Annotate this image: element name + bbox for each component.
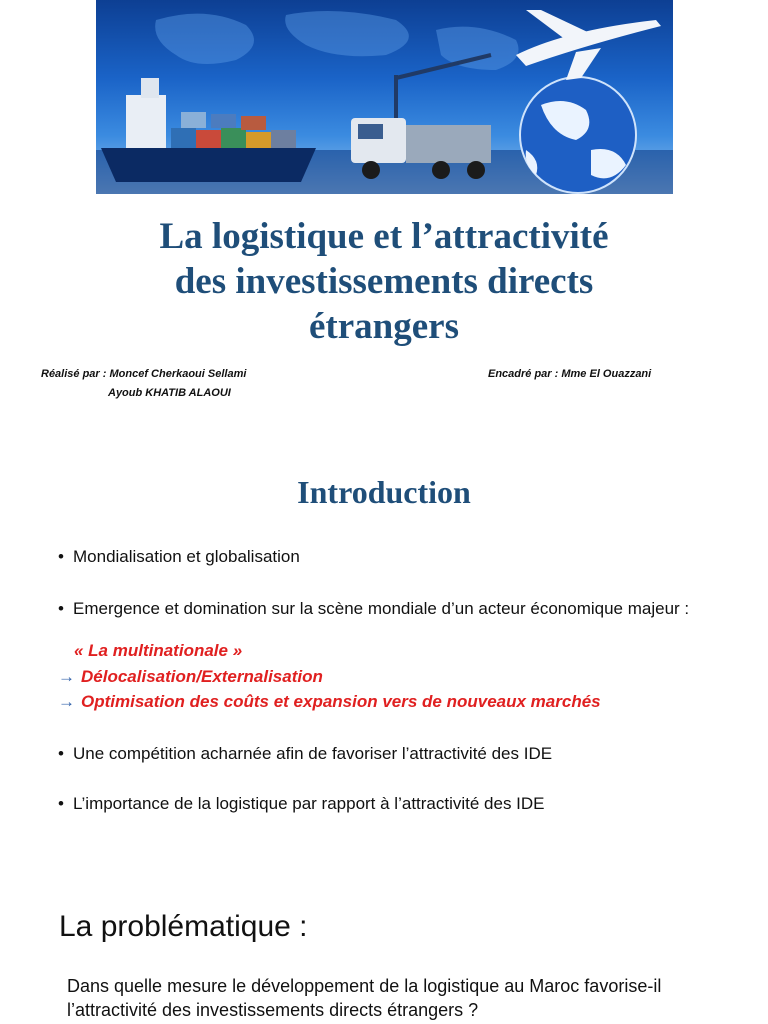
arrow-right-icon: → <box>58 667 75 686</box>
banner-illustration <box>96 0 673 194</box>
title-line-3: étrangers <box>309 306 459 347</box>
bullet-icon: • <box>58 547 64 566</box>
list-item <box>58 600 718 618</box>
bullet-text: Mondialisation et globalisation <box>73 547 300 566</box>
bullet-text: Emergence et domination sur la scène mondiale d’un acteur économique majeur : <box>73 599 690 618</box>
sub-item-multinationale: « La multinationale » <box>74 641 243 660</box>
list-item <box>58 745 718 763</box>
problematique-text: Dans quelle mesure le développement de la logistique au Maroc favorise-il l’attractivité des investissements directs étrangers ? <box>67 976 662 1020</box>
sub-item-delocalisation <box>58 667 323 687</box>
document-title <box>40 214 728 349</box>
globe-icon <box>520 77 636 193</box>
second-author-credit: Ayoub KHATIB ALAOUI <box>108 387 231 399</box>
supervisor-credit: Encadré par : Mme El Ouazzani <box>488 368 652 380</box>
list-item <box>58 795 718 813</box>
airplane-icon <box>516 10 661 80</box>
sub-item-optimisation <box>58 692 601 712</box>
authors-credit: Réalisé par : Moncef Cherkaoui Sellami <box>41 368 247 380</box>
bullet-icon: • <box>58 794 64 813</box>
sub-item-text: Optimisation des coûts et expansion vers de nouveaux marchés <box>81 692 601 711</box>
bullet-text: Une compétition acharnée afin de favoriser l’attractivité des IDE <box>73 744 553 763</box>
ship-icon <box>101 78 316 182</box>
bullet-icon: • <box>58 599 64 618</box>
problematique-heading: La problématique : <box>59 910 308 943</box>
bullet-text: L’importance de la logistique par rapport à l’attractivité des IDE <box>73 794 545 813</box>
bullet-icon: • <box>58 744 64 763</box>
introduction-heading: Introduction <box>297 474 471 510</box>
list-item <box>58 548 718 566</box>
title-line-1: La logistique et l’attractivité <box>159 216 609 257</box>
arrow-right-icon: → <box>58 692 75 711</box>
logistics-banner-image <box>96 0 673 194</box>
sub-item-text: Délocalisation/Externalisation <box>81 667 323 686</box>
title-line-2: des investissements directs <box>174 261 594 302</box>
